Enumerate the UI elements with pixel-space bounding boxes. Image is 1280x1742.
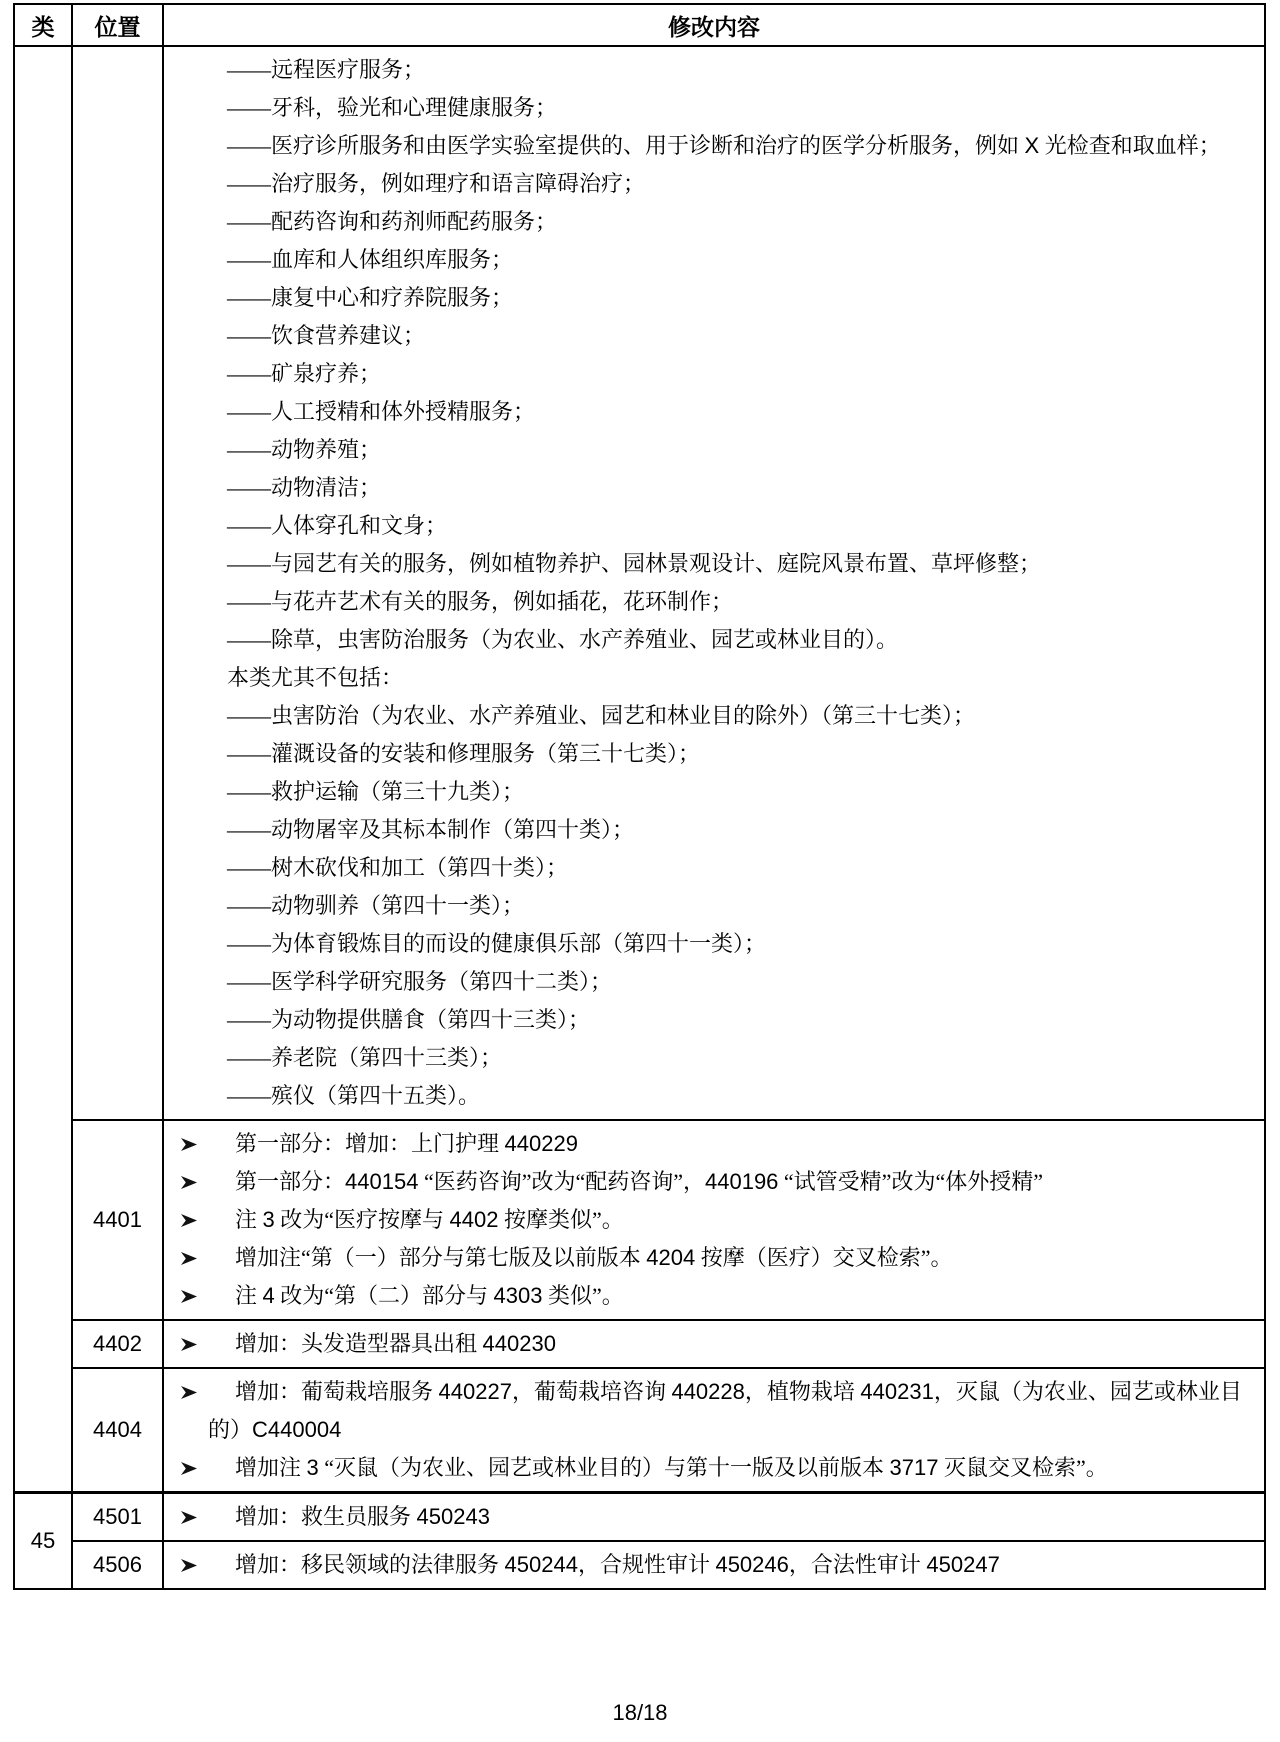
latin-text: 3 bbox=[306, 1455, 319, 1480]
latin-text: 3717 bbox=[889, 1455, 939, 1480]
content-cell bbox=[163, 1320, 1265, 1368]
table-row bbox=[14, 1320, 1265, 1368]
latin-text: 4401 bbox=[93, 1207, 142, 1232]
content-line: ——矿泉疗养； bbox=[227, 361, 382, 386]
bullet-item: 第一部分：增加：上门护理 440229 bbox=[180, 1125, 1252, 1163]
latin-text: 4402 bbox=[93, 1331, 142, 1356]
bullet-item: 注 3 改为“医疗按摩与 4402 按摩类似”。 bbox=[180, 1201, 1252, 1239]
bullet-item: 第一部分：440154 “医药咨询”改为“配药咨询”，440196 “试管受精”改为“体外授精” bbox=[180, 1163, 1252, 1201]
table-row bbox=[14, 1368, 1265, 1493]
latin-text: X bbox=[1024, 133, 1040, 158]
content-line: ——养老院（第四十三类）； bbox=[227, 1045, 503, 1070]
content-line: ——与花卉艺术有关的服务，例如插花，花环制作； bbox=[227, 589, 734, 614]
content-line: ——为动物提供膳食（第四十三类）； bbox=[227, 1007, 591, 1032]
content-line: ——动物清洁； bbox=[227, 475, 382, 500]
content-line: ——救护运输（第三十九类）； bbox=[227, 779, 525, 804]
content-line: ——动物驯养（第四十一类）； bbox=[227, 893, 525, 918]
bullet-item: 增加注“第（一）部分与第七版及以前版本 4204 按摩（医疗）交叉检索”。 bbox=[180, 1239, 1252, 1277]
content-cell bbox=[163, 46, 1265, 1120]
content-line: ——虫害防治（为农业、水产养殖业、园艺和林业目的除外）（第三十七类）； bbox=[227, 703, 976, 728]
content-cell bbox=[163, 1120, 1265, 1320]
content-line: ——牙科，验光和心理健康服务； bbox=[227, 95, 558, 120]
bullet-item: 增加注 3 “灭鼠（为农业、园艺或林业目的）与第十一版及以前版本 3717 灭鼠交叉检索”。 bbox=[180, 1449, 1252, 1487]
content-line: ——饮食营养建议； bbox=[227, 323, 426, 348]
arrowhead-right-bullet-icon bbox=[180, 1449, 235, 1487]
latin-text: 4402 bbox=[449, 1207, 499, 1232]
page-number: 18/18 bbox=[612, 1700, 668, 1725]
content-line: ——与园艺有关的服务，例如植物养护、园林景观设计、庭院风景布置、草坪修整； bbox=[227, 551, 1042, 576]
latin-text: 4 bbox=[262, 1283, 275, 1308]
latin-text: 4204 bbox=[646, 1245, 696, 1270]
table-row bbox=[14, 1493, 1265, 1542]
bullet-item: 增加：葡萄栽培服务 440227，葡萄栽培咨询 440228，植物栽培 440231，灭鼠（为农业、园艺或林业目的）C440004 bbox=[180, 1373, 1252, 1449]
latin-text: 45 bbox=[30, 1528, 56, 1553]
latin-text: 450246 bbox=[715, 1552, 789, 1577]
content-line: ——医学科学研究服务（第四十二类）； bbox=[227, 969, 613, 994]
header-class: 类 bbox=[14, 4, 72, 46]
position-cell bbox=[72, 1541, 163, 1589]
bullet-item: 增加：头发造型器具出租 440230 bbox=[180, 1325, 1252, 1363]
arrowhead-right-bullet-icon bbox=[180, 1201, 235, 1239]
modification-table bbox=[13, 3, 1266, 1590]
latin-text: 4506 bbox=[93, 1552, 142, 1577]
content-cell bbox=[163, 1541, 1265, 1589]
position-cell bbox=[72, 46, 163, 1120]
arrowhead-right-bullet-icon bbox=[180, 1546, 235, 1584]
bullet-item: 注 4 改为“第（二）部分与 4303 类似”。 bbox=[180, 1277, 1252, 1315]
arrowhead-right-bullet-icon bbox=[180, 1498, 235, 1536]
class-cell bbox=[14, 1493, 72, 1590]
latin-text: 440231 bbox=[860, 1379, 934, 1404]
arrowhead-right-bullet-icon bbox=[180, 1163, 235, 1201]
content-line: ——康复中心和疗养院服务； bbox=[227, 285, 514, 310]
latin-text: 4303 bbox=[493, 1283, 543, 1308]
position-cell bbox=[72, 1320, 163, 1368]
table-body bbox=[14, 46, 1265, 1589]
table-row bbox=[14, 46, 1265, 1120]
content-line: ——人体穿孔和文身； bbox=[227, 513, 448, 538]
latin-text: 450247 bbox=[926, 1552, 1000, 1577]
latin-text: 3 bbox=[262, 1207, 275, 1232]
latin-text: 440227 bbox=[438, 1379, 512, 1404]
arrowhead-right-bullet-icon bbox=[180, 1239, 235, 1277]
header-position: 位置 bbox=[72, 4, 163, 46]
content-line: ——除草，虫害防治服务（为农业、水产养殖业、园艺或林业目的）。 bbox=[227, 627, 899, 652]
latin-text: 4501 bbox=[93, 1504, 142, 1529]
latin-text: 440228 bbox=[671, 1379, 745, 1404]
content-line: ——配药咨询和药剂师配药服务； bbox=[227, 209, 558, 234]
bullet-item: 增加：移民领域的法律服务 450244，合规性审计 450246，合法性审计 450247 bbox=[180, 1546, 1252, 1584]
latin-text: 450243 bbox=[416, 1504, 490, 1529]
header-content: 修改内容 bbox=[163, 4, 1265, 46]
content-line: ——为体育锻炼目的而设的健康俱乐部（第四十一类）； bbox=[227, 931, 767, 956]
arrowhead-right-bullet-icon bbox=[180, 1373, 235, 1411]
header-row bbox=[14, 4, 1265, 46]
content-line: ——灌溉设备的安装和修理服务（第三十七类）； bbox=[227, 741, 701, 766]
latin-text: 440196 bbox=[705, 1169, 779, 1194]
position-cell bbox=[72, 1368, 163, 1493]
content-cell bbox=[163, 1493, 1265, 1542]
table-row bbox=[14, 1120, 1265, 1320]
latin-text: 4404 bbox=[93, 1417, 142, 1442]
arrowhead-right-bullet-icon bbox=[180, 1325, 235, 1363]
bullet-item: 增加：救生员服务 450243 bbox=[180, 1498, 1252, 1536]
content-line: 本类尤其不包括： bbox=[227, 665, 404, 690]
latin-text: C440004 bbox=[252, 1417, 342, 1442]
content-line: ——殡仪（第四十五类）。 bbox=[227, 1083, 481, 1108]
content-line: ——治疗服务，例如理疗和语言障碍治疗； bbox=[227, 171, 646, 196]
arrowhead-right-bullet-icon bbox=[180, 1125, 235, 1163]
content-line: ——血库和人体组织库服务； bbox=[227, 247, 514, 272]
content-line: ——树木砍伐和加工（第四十类）； bbox=[227, 855, 569, 880]
content-line: ——动物屠宰及其标本制作（第四十类）； bbox=[227, 817, 635, 842]
table-row bbox=[14, 1541, 1265, 1589]
arrowhead-right-bullet-icon bbox=[180, 1277, 235, 1315]
class-cell bbox=[14, 46, 72, 1493]
latin-text: 440154 bbox=[345, 1169, 419, 1194]
content-cell bbox=[163, 1368, 1265, 1493]
content-line: ——人工授精和体外授精服务； bbox=[227, 399, 536, 424]
content-line: ——动物养殖； bbox=[227, 437, 382, 462]
content-line: ——医疗诊所服务和由医学实验室提供的、用于诊断和治疗的医学分析服务，例如 X 光检查和取血样； bbox=[227, 133, 1221, 158]
latin-text: 440229 bbox=[504, 1131, 578, 1156]
position-cell bbox=[72, 1493, 163, 1542]
position-cell bbox=[72, 1120, 163, 1320]
latin-text: 440230 bbox=[482, 1331, 556, 1356]
latin-text: 450244 bbox=[504, 1552, 578, 1577]
content-line: ——远程医疗服务； bbox=[227, 57, 426, 82]
